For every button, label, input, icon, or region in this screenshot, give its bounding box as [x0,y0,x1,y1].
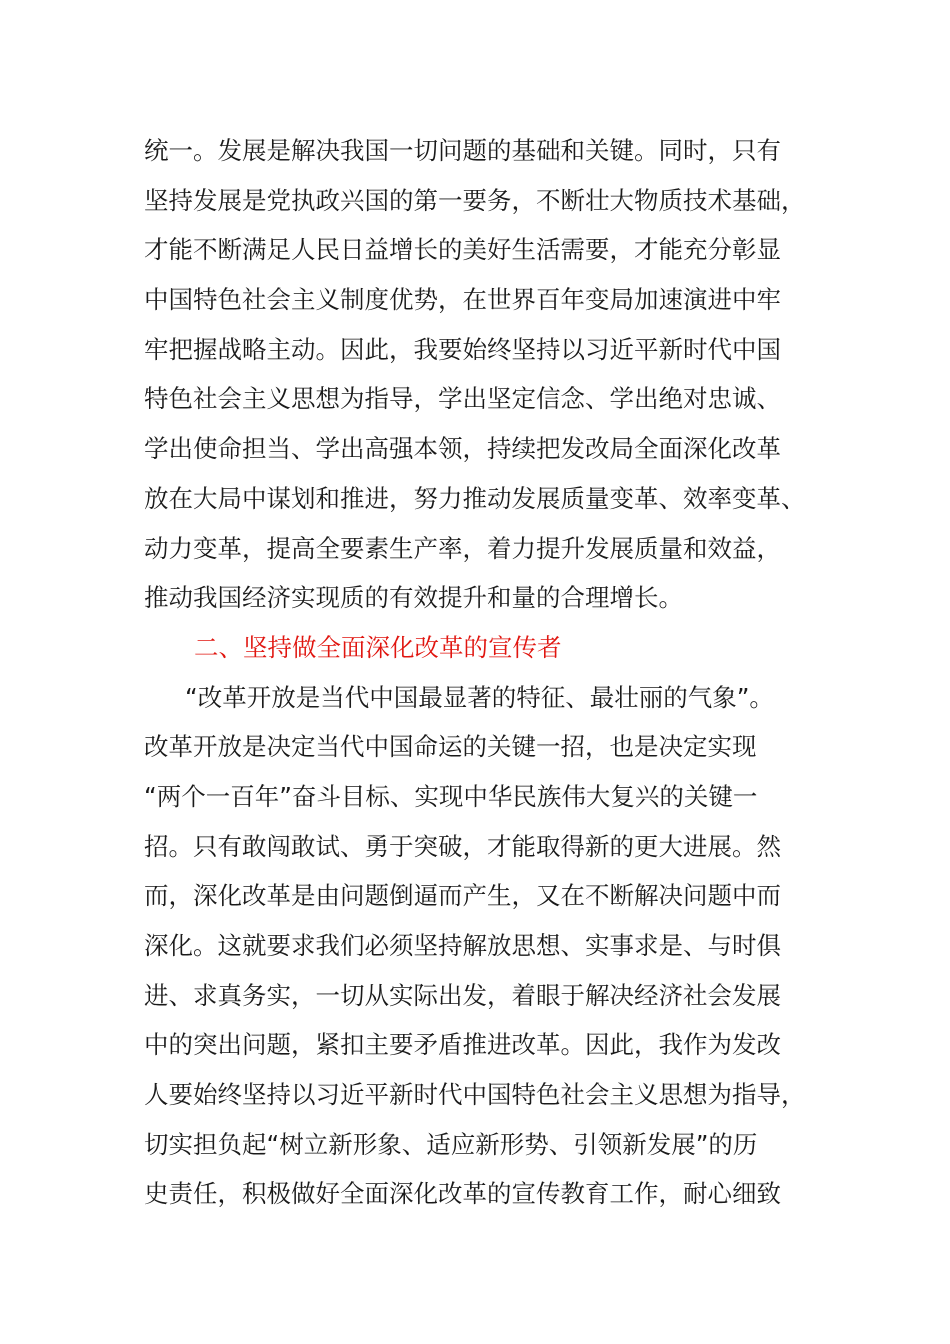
text-line: 牢把握战略主动。因此，我要始终坚持以习近平新时代中国 [144,334,781,364]
paragraph-first-line: “改革开放是当代中国最显著的特征、最壮丽的气象”。 [185,682,774,712]
text-line: 史责任，积极做好全面深化改革的宣传教育工作，耐心细致 [144,1179,781,1209]
text-line: 招。只有敢闯敢试、勇于突破，才能取得新的更大进展。然 [144,831,781,861]
text-line: 放在大局中谋划和推进，努力推动发展质量变革、效率变革、 [144,483,806,513]
text-line: 动力变革，提高全要素生产率，着力提升发展质量和效益， [144,533,781,563]
document-body [144,126,810,1219]
text-line: 进、求真务实，一切从实际出发，着眼于解决经济社会发展 [144,980,781,1010]
text-line: 深化。这就要求我们必须坚持解放思想、实事求是、与时俱 [144,931,781,960]
text-line: 学出使命担当、学出高强本领，持续把发改局全面深化改革 [144,434,781,464]
text-line: 特色社会主义思想为指导，学出坚定信念、学出绝对忠诚、 [144,384,781,414]
text-line: 人要始终坚持以习近平新时代中国特色社会主义思想为指导， [144,1080,806,1110]
text-line: 统一。发展是解决我国一切问题的基础和关键。同时，只有 [144,136,781,165]
text-line: 坚持发展是党执政兴国的第一要务，不断壮大物质技术基础， [144,185,806,215]
text-line: “两个一百年”奋斗目标、实现中华民族伟大复兴的关键一 [144,781,758,811]
text-line: 切实担负起“树立新形象、适应新形势、引领新发展”的历 [144,1129,758,1159]
text-line: 推动我国经济实现质的有效提升和量的合理增长。 [144,583,683,613]
text-line: 改革开放是决定当代中国命运的关键一招，也是决定实现 [144,732,757,762]
text-line: 中的突出问题，紧扣主要矛盾推进改革。因此，我作为发改 [144,1030,781,1060]
text-line: 才能不断满足人民日益增长的美好生活需要，才能充分彰显 [144,235,781,265]
text-line: 中国特色社会主义制度优势，在世界百年变局加速演进中牢 [144,285,781,315]
text-line: 而，深化改革是由问题倒逼而产生，又在不断解决问题中而 [144,881,781,911]
section-heading: 二、坚持做全面深化改革的宣传者 [194,632,562,662]
